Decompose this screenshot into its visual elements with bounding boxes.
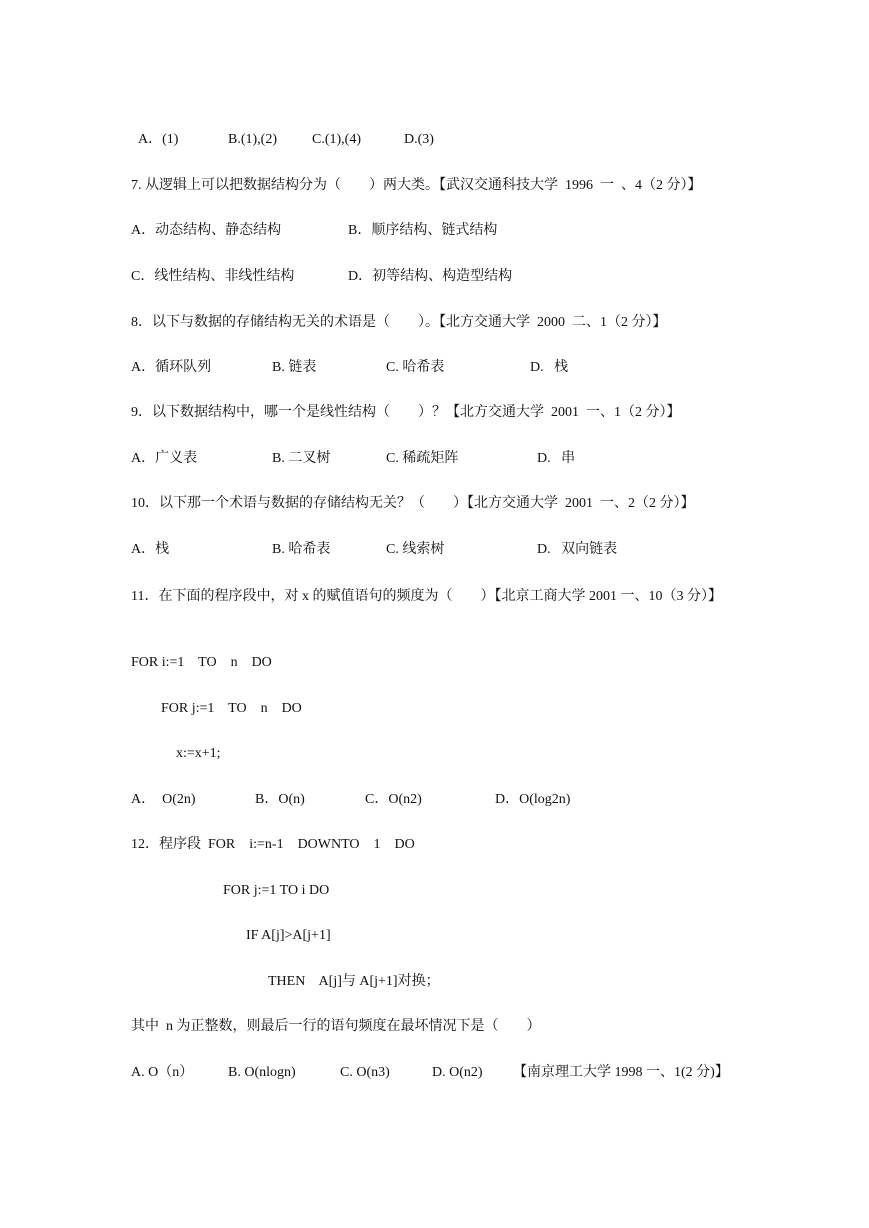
q10-option-a: A．栈 xyxy=(131,542,170,557)
q8-option-c: C. 哈希表 xyxy=(386,360,445,375)
q10-option-c: C. 线索树 xyxy=(386,542,445,557)
q12-option-c: C. O(n3) xyxy=(340,1065,390,1080)
q9-stem: 9．以下数据结构中，哪一个是线性结构（ ）？【北方交通大学 2001 一、1（2 分）】 xyxy=(131,405,681,420)
q7-stem: 7. 从逻辑上可以把数据结构分为（ ）两大类。【武汉交通科技大学 1996 一 、4（2 分）】 xyxy=(131,178,702,193)
q6-option-c: C.(1),(4) xyxy=(312,132,361,147)
q9-option-a: A．广义表 xyxy=(131,451,198,466)
q12-note: 其中 n 为正整数，则最后一行的语句频度在最坏情况下是（ ） xyxy=(131,1019,541,1034)
q7-options-ab xyxy=(0,222,869,240)
q9-option-d: D. 串 xyxy=(537,451,576,466)
q11-code-line-1: FOR i:=1 TO n DO xyxy=(131,655,272,670)
q11-option-b: B．O(n) xyxy=(255,792,305,807)
q7-option-c: C．线性结构、非线性结构 xyxy=(131,269,295,284)
q12-option-b: B. O(nlogn) xyxy=(228,1065,296,1080)
q7-option-b: B．顺序结构、链式结构 xyxy=(348,223,498,238)
q11-code-line-3: x:=x+1; xyxy=(176,746,221,761)
q9-options xyxy=(0,450,869,468)
q8-options xyxy=(0,359,869,377)
q7-options-cd xyxy=(0,268,869,286)
q12-code-line-3: THEN A[j]与 A[j+1]对换； xyxy=(268,974,440,989)
q8-option-d: D. 栈 xyxy=(530,360,569,375)
q6-option-a: A．(1) xyxy=(138,132,179,147)
q12-code-line-1: FOR j:=1 TO i DO xyxy=(223,883,330,898)
q11-options xyxy=(0,791,869,809)
q9-option-c: C. 稀疏矩阵 xyxy=(386,451,459,466)
q6-option-b: B.(1),(2) xyxy=(228,132,277,147)
q12-code-line-2: IF A[j]>A[j+1] xyxy=(246,928,331,943)
q11-option-c: C．O(n2) xyxy=(365,792,422,807)
q8-option-a: A．循环队列 xyxy=(131,360,212,375)
q11-code-line-2: FOR j:=1 TO n DO xyxy=(161,701,302,716)
q8-option-b: B. 链表 xyxy=(272,360,317,375)
q12-option-a: A. O（n） xyxy=(131,1065,194,1080)
q10-stem: 10．以下那一个术语与数据的存储结构无关？（ ）【北方交通大学 2001 一、2（2 分）】 xyxy=(131,496,695,511)
q10-option-b: B. 哈希表 xyxy=(272,542,331,557)
q11-stem: 11．在下面的程序段中，对 x 的赋值语句的频度为（ ）【北京工商大学 2001 一、10（3 分）】 xyxy=(131,589,722,604)
q10-option-d: D. 双向链表 xyxy=(537,542,618,557)
q11-option-a: A． O(2n) xyxy=(131,792,196,807)
q12-option-d: D. O(n2) xyxy=(432,1065,483,1080)
q6-options xyxy=(0,131,869,149)
q12-source: 【南京理工大学 1998 一、1(2 分)】 xyxy=(513,1065,729,1080)
q12-options xyxy=(0,1064,869,1082)
q7-option-d: D．初等结构、构造型结构 xyxy=(348,269,513,284)
q11-option-d: D．O(log2n) xyxy=(495,792,571,807)
q9-option-b: B. 二叉树 xyxy=(272,451,331,466)
q7-option-a: A．动态结构、静态结构 xyxy=(131,223,282,238)
q12-stem: 12．程序段 FOR i:=n-1 DOWNTO 1 DO xyxy=(131,837,415,852)
q10-options xyxy=(0,541,869,559)
q6-option-d: D.(3) xyxy=(404,132,434,147)
q8-stem: 8．以下与数据的存储结构无关的术语是（ ）。【北方交通大学 2000 二、1（2 分）】 xyxy=(131,315,667,330)
